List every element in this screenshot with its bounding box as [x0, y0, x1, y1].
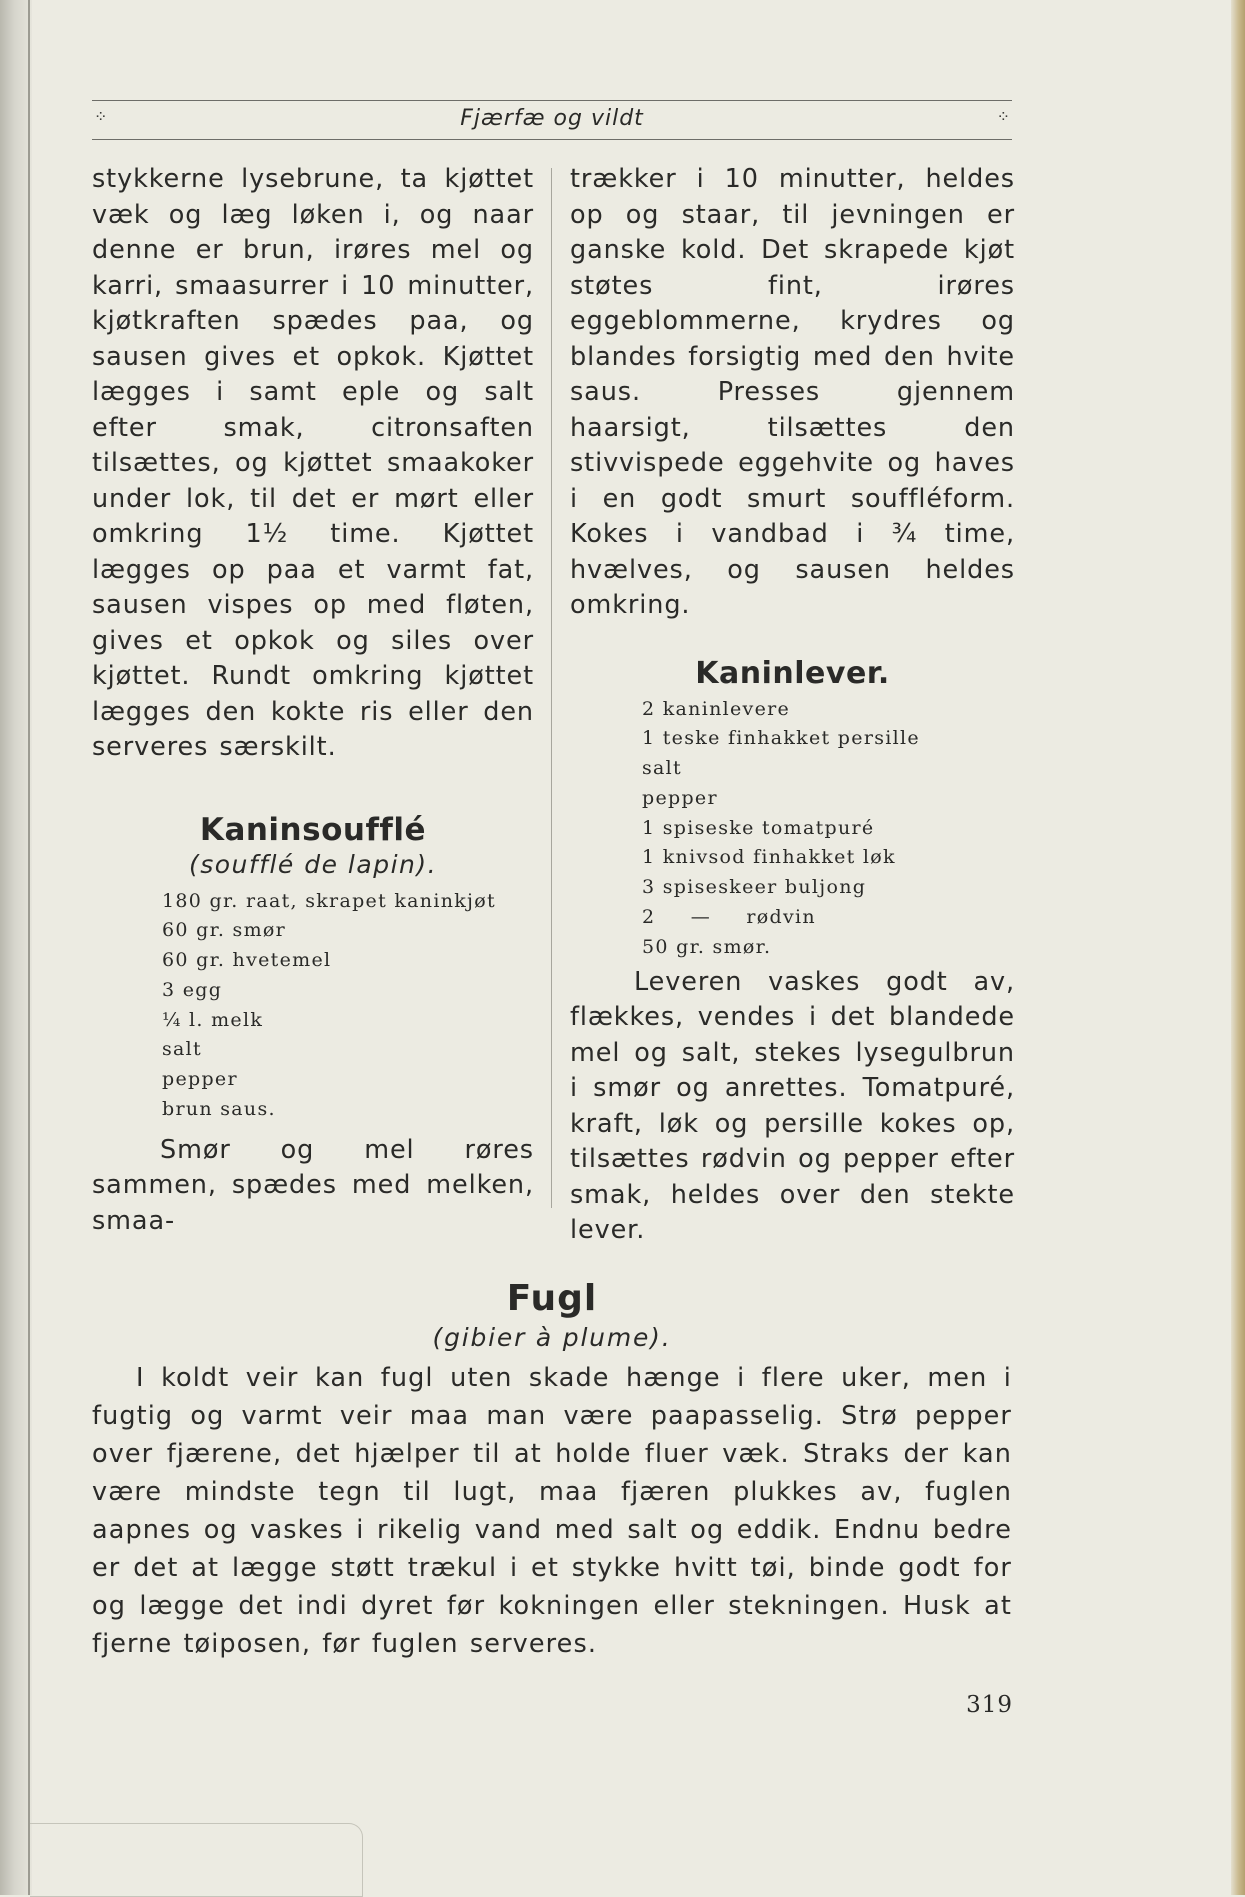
- kaninlever-ingredients: [642, 695, 1015, 963]
- ornament-right-icon: ⁘: [996, 107, 1010, 126]
- ingredient-item: 2 kaninlevere: [642, 697, 791, 720]
- ingredient-item: salt: [642, 757, 682, 780]
- left-intro-paragraph: stykkerne lysebrune, ta kjøttet væk og læg løken i, og naar denne er brun, irøres mel og karri, smaasurrer i 10 minutter, kjøtkraften spædes paa, og sausen gives et opkok. Kjøttet lægges i samt eple og salt efter smak, citronsaften tilsættes, og kjøttet smaakoker under lok, til det er mørt eller omkring 1½ time. Kjøttet lægges op paa et varmt fat, sausen vispes op med fløten, gives et opkok og siles over kjøttet. Rundt omkring kjøttet lægges den kokte ris eller den serveres særskilt.: [92, 164, 534, 762]
- fugl-paragraph: I koldt veir kan fugl uten skade hænge i flere uker, men i fugtig og varmt veir maa man være paapasselig. Strø pepper over fjærene, det hjælper til at holde fluer væk. Straks der kan være mindste tegn til lugt, maa fjæren plukkes av, fuglen aapnes og vaskes i rikelig vand med salt og eddik. Endnu bedre er det at lægge støtt trækul i et stykke hvitt tøi, binde godt for og lægge det indi dyret før kokningen eller stekningen. Husk at fjerne tøiposen, før fuglen serveres.: [92, 1363, 1012, 1659]
- ingredient-item: 1 knivsod finhakket løk: [642, 846, 896, 869]
- ingredient-item: 180 gr. raat, skrapet kaninkjøt: [162, 889, 496, 912]
- ingredient-item: 1 spiseske tomatpuré: [642, 816, 875, 839]
- kaninlever-title: Kaninlever.: [695, 655, 890, 691]
- right-column: [570, 162, 1015, 1249]
- kaninsouffle-method: Smør og mel røres sammen, spædes med melken, smaa-: [92, 1134, 534, 1236]
- kaninlever-method: Leveren vaskes godt av, flækkes, vendes i det blandede mel og salt, stekes lysegulbrun i smør og anrettes. Tomatpuré, kraft, løk og persille kokes op, tilsættes rødvin og pepper efter smak, heldes over den stekte lever.: [570, 966, 1015, 1246]
- kaninsouffle-ingredients: [162, 887, 534, 1125]
- right-continued-paragraph: trækker i 10 minutter, heldes op og staar, til jevningen er ganske kold. Det skrapede kjøt støtes fint, irøres eggeblommerne, krydres og blandes forsigtig med den hvite saus. Presses gjennem haarsigt, tilsættes den stivvispede eggehvite og haves i en godt smurt souffléform. Kokes i vandbad i ¾ time, hvælves, og sausen heldes omkring.: [570, 164, 1015, 620]
- spine-line: [28, 0, 30, 1895]
- ornament-left-icon: ⁘: [94, 107, 108, 126]
- ingredient-item: 2 — rødvin: [642, 906, 816, 929]
- column-divider: [551, 168, 552, 1208]
- ingredient-item: 1 teske finhakket persille: [642, 727, 920, 750]
- ingredient-item: 60 gr. hvetemel: [162, 949, 332, 972]
- kaninsouffle-subtitle: (soufflé de lapin).: [188, 849, 438, 879]
- ingredient-item: 60 gr. smør: [162, 919, 287, 942]
- page-number: 319: [966, 1692, 1013, 1718]
- ingredient-item: brun saus.: [162, 1098, 276, 1121]
- ingredient-item: pepper: [162, 1068, 238, 1091]
- fugl-section-title: Fugl: [506, 1278, 598, 1319]
- fugl-section-body: [92, 1359, 1012, 1663]
- left-column: [92, 162, 534, 1239]
- ingredient-item: salt: [162, 1038, 202, 1061]
- ingredient-item: ¼ l. melk: [162, 1008, 264, 1031]
- page-edge: [1231, 0, 1245, 1895]
- ingredient-item: 3 egg: [162, 978, 223, 1001]
- kaninsouffle-title: Kaninsoufflé: [199, 811, 427, 848]
- page-tab-outline: [30, 1823, 363, 1897]
- ingredient-item: 3 spiseskeer buljong: [642, 876, 867, 899]
- ingredient-item: pepper: [642, 786, 718, 809]
- fugl-section-subtitle: (gibier à plume).: [432, 1323, 672, 1352]
- running-header: [92, 100, 1012, 140]
- ingredient-item: 50 gr. smør.: [642, 935, 772, 958]
- running-header-title: Fjærfæ og vildt: [460, 106, 644, 131]
